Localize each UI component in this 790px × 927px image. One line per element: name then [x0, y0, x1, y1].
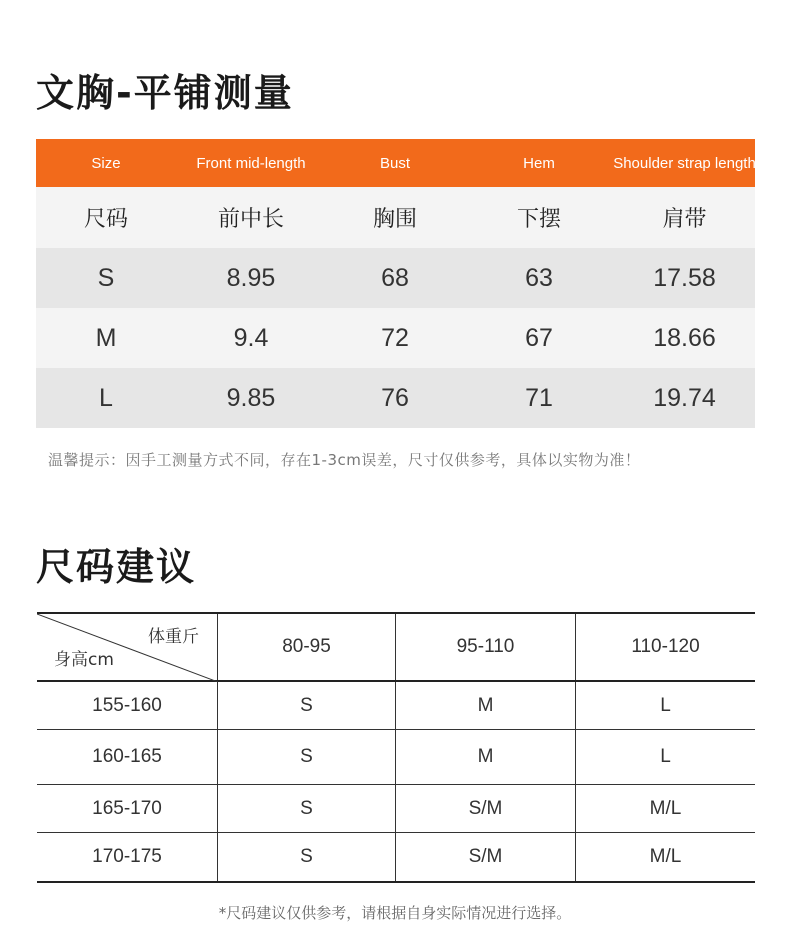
measurement-row — [36, 308, 755, 368]
cell-bust: 76 — [381, 383, 409, 412]
measurement-note: 温馨提示：因手工测量方式不同，存在1-3cm误差，尺寸仅供参考，具体以实物为准！ — [48, 451, 641, 469]
size-suggestion-title: 尺码建议 — [36, 545, 197, 589]
header-hem: Hem — [523, 154, 555, 172]
size-cell: M/L — [649, 797, 682, 819]
measurement-header-zh — [36, 187, 755, 248]
height-cell: 165-170 — [37, 785, 218, 832]
corner-height-label: 身高cm — [54, 650, 114, 670]
header-bust: Bust — [379, 154, 410, 172]
suggestion-row — [37, 682, 755, 730]
weight-header: 95-110 — [396, 614, 576, 680]
size-cell: M/L — [649, 846, 682, 867]
cell-shoulder-strap: 18.66 — [653, 323, 716, 352]
size-suggestion-table — [37, 612, 755, 883]
measurement-row — [36, 248, 755, 308]
size-cell: S — [218, 833, 396, 881]
size-cell: S/M — [396, 785, 576, 832]
suggestion-note: *尺码建议仅供参考，请根据自身实际情况进行选择。 — [218, 904, 572, 922]
cell-shoulder-strap: 17.58 — [653, 263, 716, 292]
cell-hem: 71 — [525, 383, 553, 412]
size-cell: S — [218, 785, 396, 832]
cell-hem: 67 — [525, 323, 553, 352]
height-cell: 160-165 — [37, 730, 218, 784]
suggestion-row — [37, 785, 755, 833]
measurement-header-en — [36, 139, 755, 187]
size-cell: L — [660, 746, 671, 767]
cell-front-mid-length: 8.95 — [226, 263, 276, 292]
cell-size: L — [99, 383, 113, 412]
cell-shoulder-strap: 19.74 — [653, 383, 716, 412]
header-size: Size — [91, 154, 121, 172]
height-cell: 170-175 — [37, 833, 218, 881]
corner-weight-label: 体重斤 — [148, 627, 199, 647]
height-cell: 155-160 — [37, 682, 218, 729]
cell-bust: 72 — [381, 323, 409, 352]
suggestion-row — [37, 833, 755, 881]
header-zh-hem: 下摆 — [516, 207, 561, 232]
header-zh-bust: 胸围 — [372, 207, 417, 232]
cell-bust: 68 — [381, 263, 409, 292]
cell-hem: 63 — [525, 263, 553, 292]
size-cell: S — [218, 682, 396, 729]
corner-cell — [37, 614, 218, 680]
header-shoulder-strap-length: Shoulder strap length — [613, 154, 756, 172]
suggestion-row — [37, 730, 755, 785]
weight-header: 110-120 — [631, 636, 700, 657]
cell-front-mid-length: 9.4 — [233, 323, 269, 352]
size-cell: S — [218, 730, 396, 784]
header-zh-size: 尺码 — [83, 207, 128, 232]
header-zh-shoulder-strap: 肩带 — [662, 207, 707, 232]
suggestion-header-row — [37, 614, 755, 682]
size-cell: S/M — [396, 833, 576, 881]
measurement-table — [36, 139, 755, 428]
size-cell: M — [396, 682, 576, 729]
size-cell: L — [660, 694, 671, 716]
header-zh-front-mid-length: 前中长 — [217, 207, 284, 232]
measurement-title: 文胸-平铺测量 — [36, 71, 294, 115]
header-front-mid-length: Front mid-length — [196, 154, 306, 172]
cell-size: S — [97, 263, 115, 292]
weight-header: 80-95 — [218, 614, 396, 680]
size-cell: M — [396, 730, 576, 784]
cell-size: M — [95, 323, 117, 352]
cell-front-mid-length: 9.85 — [226, 383, 276, 412]
measurement-row — [36, 368, 755, 428]
